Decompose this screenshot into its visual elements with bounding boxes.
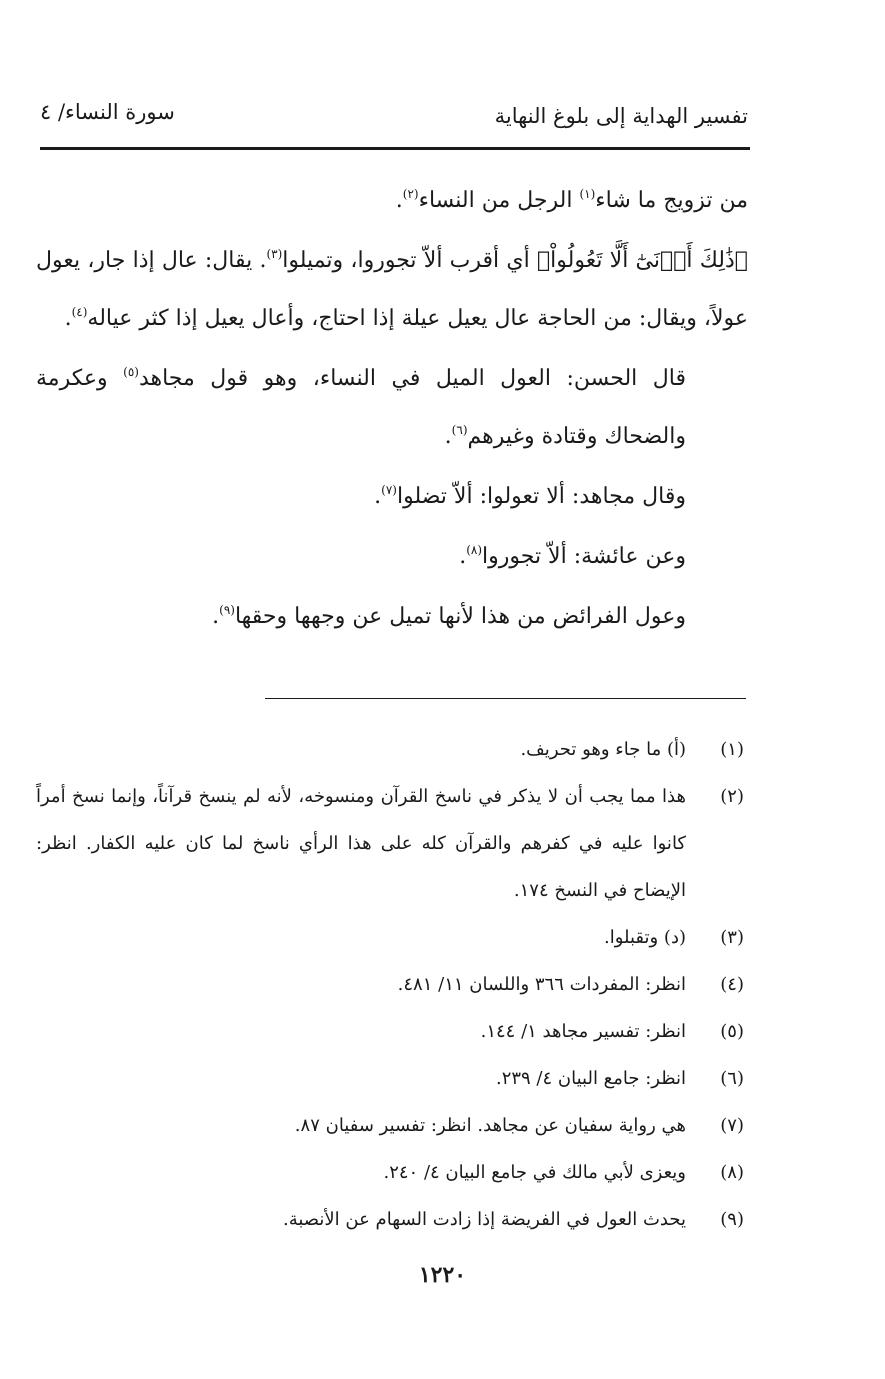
footnote-number: (٧) [720, 1115, 744, 1136]
paragraph-6: وعول الفرائض من هذا لأنها تميل عن وجهها وحقها$^{(٩)}$. [212, 603, 686, 629]
footnote-ref-3: (٣) [266, 247, 283, 261]
footnote-text: (د) وتقبلوا. [603, 927, 686, 948]
paragraph-1: من تزويج ما شاء$^{(١)}$ الرجل من النساء$^{(٢)}$. [395, 187, 748, 213]
paragraph-2: ﴿ذَٰلِكَ أَدۡنَىٰٓ أَلَّا تَعُولُواْ﴾ أي أقرب ألاّ تجوروا، وتميلوا$^{(٣)}$. يقال: عال إذا جار، يعول عولاً، ويقال: من الحاجة عال يعيل عيلة إذا احتاج، وأعال يعيل إذا كثر عياله$^{(٤)}$. [36, 247, 749, 331]
footnote-text: انظر: جامع البيان ٤/ ٢٣٩. [495, 1068, 686, 1089]
footnote-item [36, 961, 748, 1008]
footnote-number: (٦) [720, 1068, 744, 1089]
footnote-text: انظر: المفردات ٣٦٦ واللسان ١١/ ٤٨١. [397, 974, 686, 995]
footnote-text: يحدث العول في الفريضة إذا زادت السهام عن الأنصبة. [282, 1209, 686, 1230]
footnote-text: (أ) ما جاء وهو تحريف. [520, 739, 686, 760]
footnote-item [36, 914, 748, 961]
footnote-ref-5: (٥) [123, 365, 139, 379]
footnote-item [36, 726, 748, 773]
header-divider [40, 147, 750, 150]
footnote-item [36, 1102, 748, 1149]
footnote-ref-4: (٤) [71, 305, 88, 319]
footnote-number: (٥) [720, 1021, 744, 1042]
footnote-number: (٤) [720, 974, 744, 995]
paragraph-5: وعن عائشة: ألاّ تجوروا$^{(٨)}$. [459, 543, 686, 569]
footnote-ref-1: (١) [579, 187, 596, 201]
footnote-number: (١) [720, 739, 744, 760]
footnote-divider [265, 698, 746, 699]
footnote-ref-8: (٨) [466, 543, 483, 557]
running-header [40, 96, 748, 146]
page-number: ١٢٢٠ [418, 1262, 467, 1288]
footnote-ref-6: (٦) [451, 423, 468, 437]
footnote-item [36, 1008, 748, 1055]
footnote-ref-7: (٧) [381, 483, 397, 497]
book-title: تفسير الهداية إلى بلوغ النهاية [494, 104, 748, 128]
footnote-text: هي رواية سفيان عن مجاهد. انظر: تفسير سفيان ٨٧. [294, 1115, 686, 1136]
main-text [36, 172, 748, 646]
footnote-number: (٨) [720, 1162, 744, 1183]
footnote-text: انظر: تفسير مجاهد ١/ ١٤٤. [480, 1021, 686, 1042]
footnote-number: (٣) [720, 927, 744, 948]
footnote-ref-2: (٢) [402, 187, 419, 201]
footnote-number: (٩) [720, 1209, 744, 1230]
surah-label: سورة النساء/ ٤ [40, 100, 175, 124]
footnote-text: ويعزى لأبي مالك في جامع البيان ٤/ ٢٤٠. [383, 1162, 686, 1183]
quran-verse: ﴿ذَٰلِكَ أَدۡنَىٰٓ أَلَّا تَعُولُواْ﴾ [536, 248, 749, 273]
footnote-text: هذا مما يجب أن لا يذكر في ناسخ القرآن ومنسوخه، لأنه لم ينسخ قرآناً، وإنما نسخ أمراً كانوا عليه في كفرهم والقرآن كله على هذا الرأي ناسخ لما كان عليه الكفار. انظر: الإيضاح في النسخ ١٧٤. [36, 786, 686, 901]
paragraph-4: وقال مجاهد: ألا تعولوا: ألاّ تضلوا$^{(٧)}$. [374, 483, 686, 509]
footnote-item [36, 1196, 748, 1243]
footnote-item [36, 1055, 748, 1102]
footnote-ref-9: (٩) [219, 603, 235, 617]
footnote-item [36, 773, 748, 914]
footnote-item [36, 1149, 748, 1196]
paragraph-3: قال الحسن: العول الميل في النساء، وهو قول مجاهد$^{(٥)}$ وعكرمة والضحاك وقتادة وغيرهم$^{(٦)}$. [36, 365, 686, 449]
footnote-number: (٢) [720, 786, 744, 807]
footnotes [36, 726, 748, 1243]
